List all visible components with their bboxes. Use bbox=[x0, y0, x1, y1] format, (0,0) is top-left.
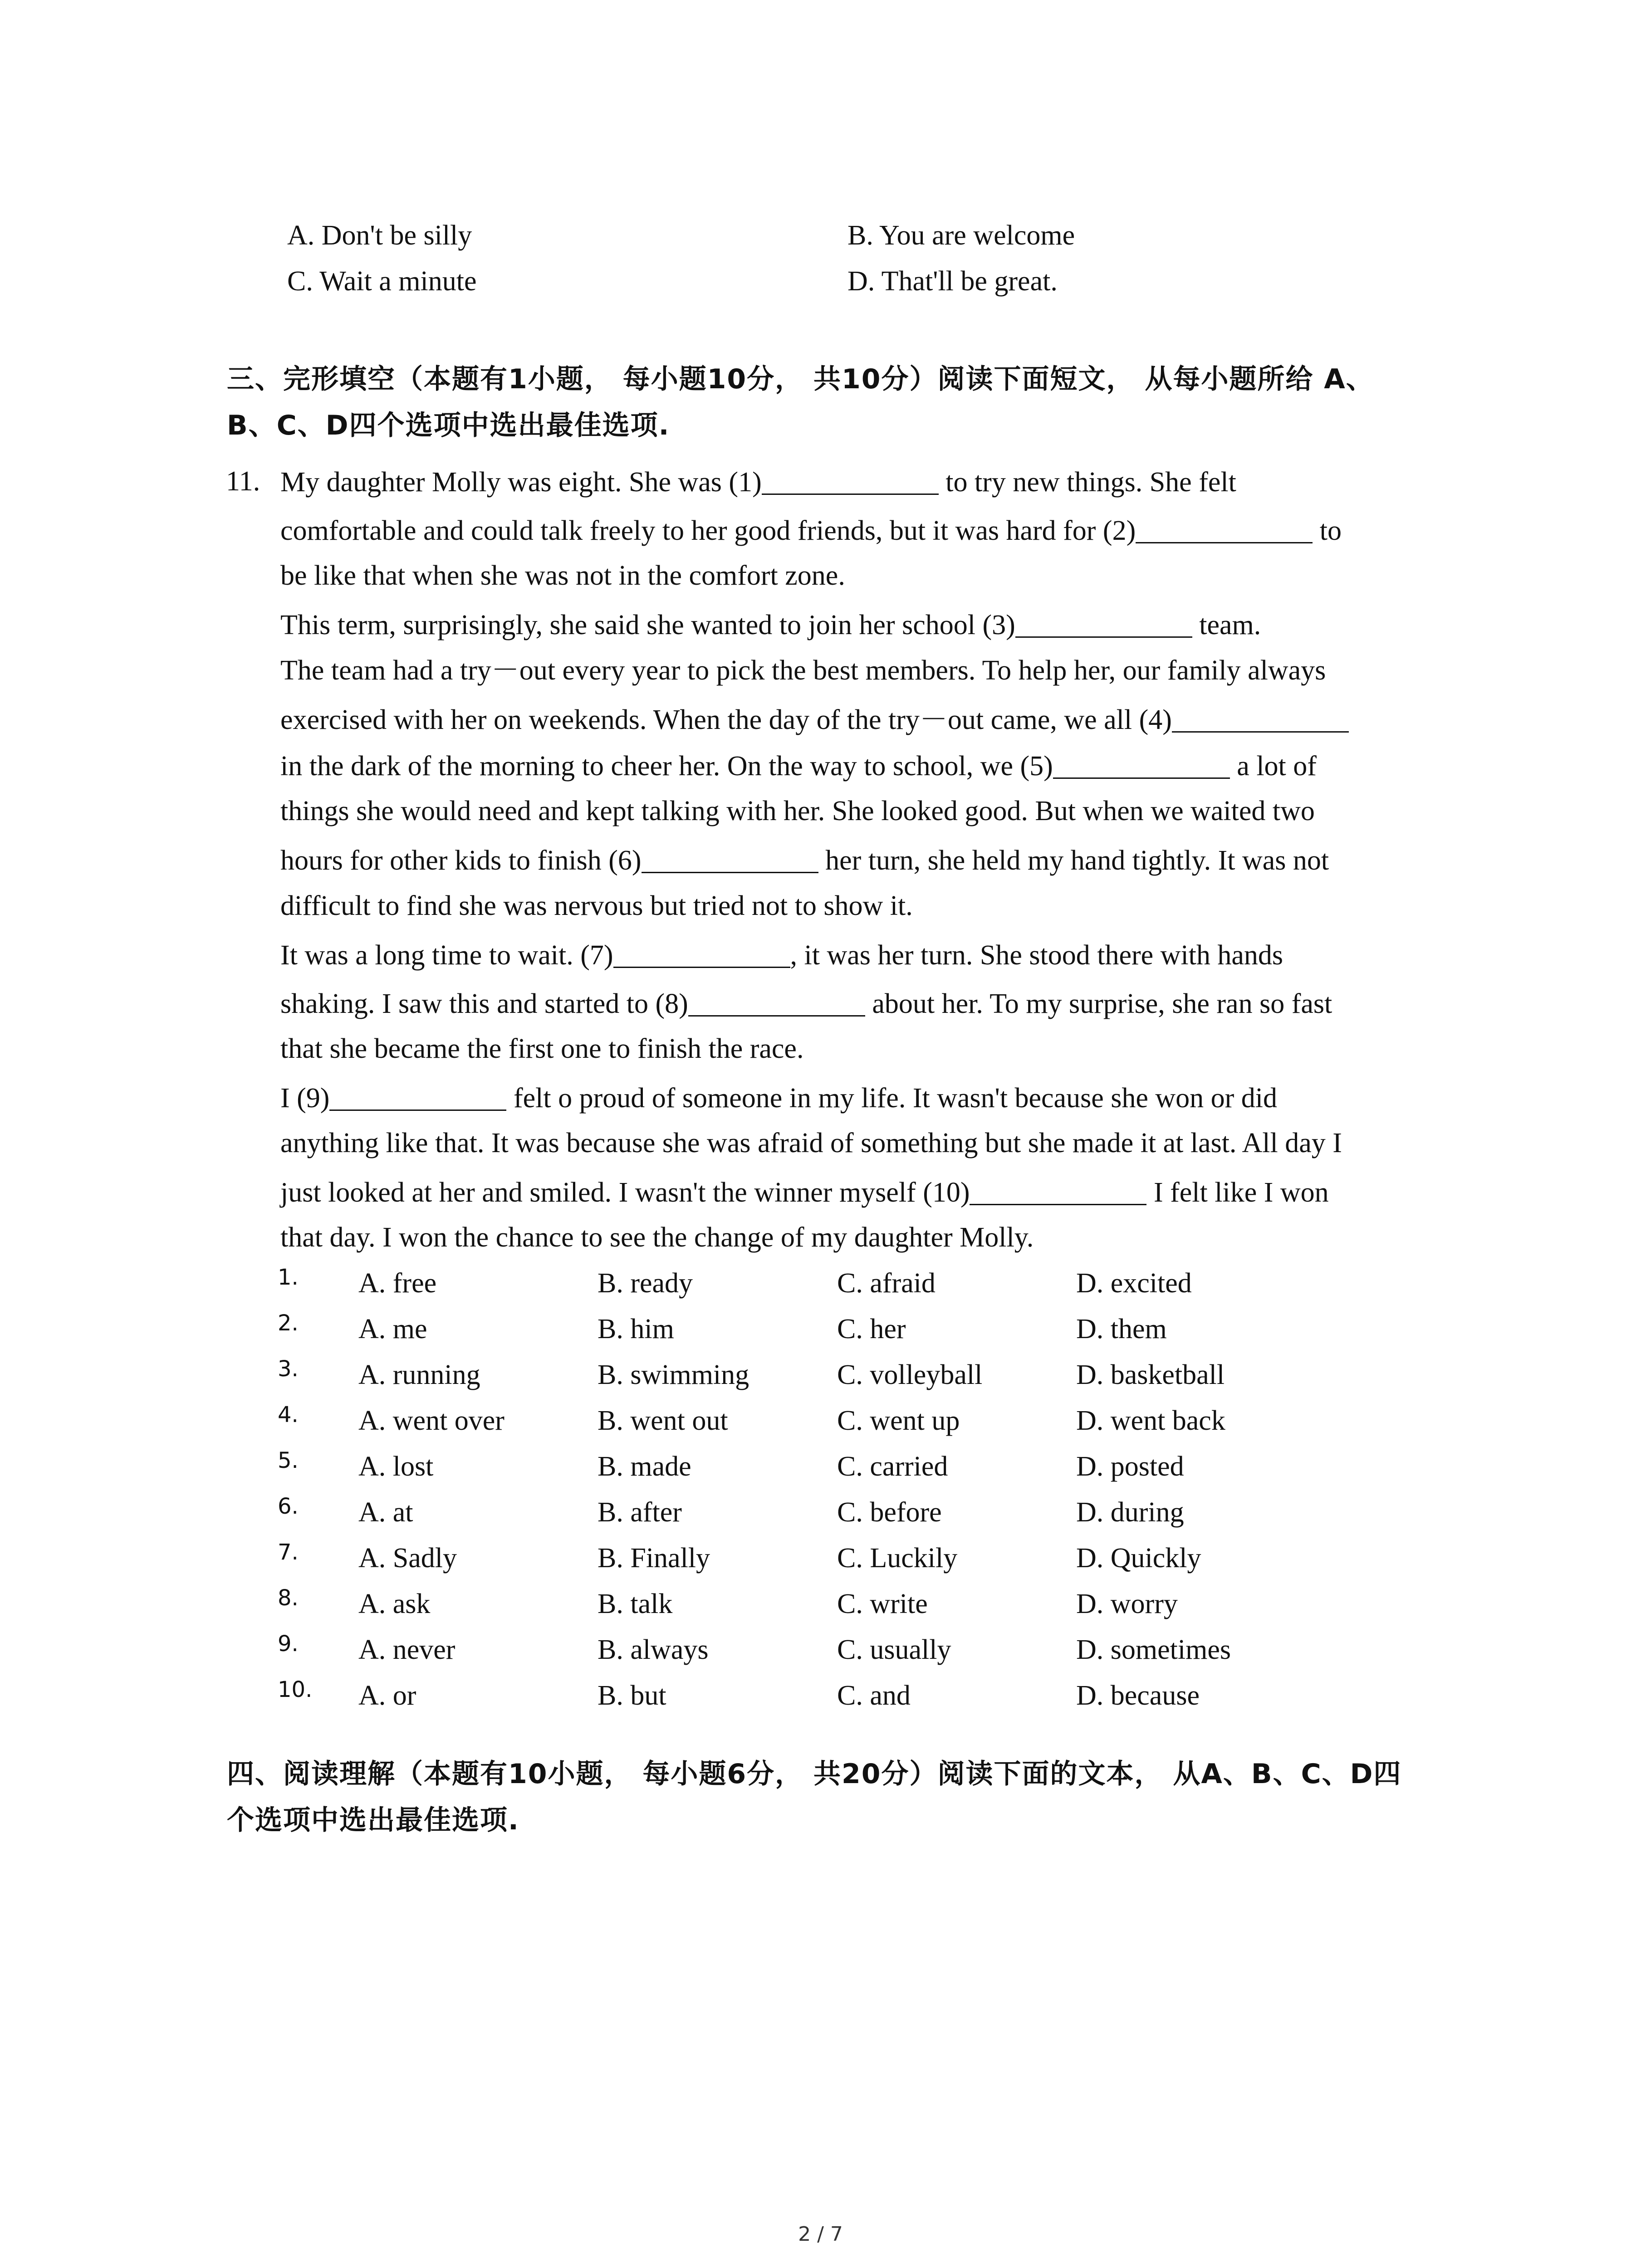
answer-blank[interactable] bbox=[970, 1178, 1146, 1205]
choice-option-a[interactable]: A. free bbox=[358, 1268, 437, 1299]
passage-line bbox=[280, 1223, 1034, 1251]
passage-text: shaking. I saw this and started to (8) bbox=[280, 988, 688, 1019]
prev-option-d: D. That'll be great. bbox=[847, 266, 1058, 297]
choice-number: 9. bbox=[278, 1631, 299, 1657]
choice-option-a[interactable]: A. lost bbox=[358, 1451, 434, 1482]
choice-number: 1. bbox=[278, 1265, 299, 1290]
choice-option-c[interactable]: C. Luckily bbox=[837, 1543, 958, 1574]
passage-text: that day. I won the chance to see the change of my daughter Molly. bbox=[280, 1222, 1034, 1253]
answer-blank[interactable] bbox=[762, 467, 939, 495]
choice-option-b[interactable]: B. talk bbox=[598, 1589, 673, 1619]
choice-option-b[interactable]: B. went out bbox=[598, 1405, 728, 1436]
passage-text: I felt like I won bbox=[1146, 1177, 1329, 1208]
passage-text: felt o proud of someone in my life. It wasn't because she won or did bbox=[506, 1083, 1278, 1114]
choice-number: 10. bbox=[278, 1677, 313, 1702]
choice-number: 2. bbox=[278, 1310, 299, 1336]
choice-option-d[interactable]: D. worry bbox=[1076, 1589, 1178, 1619]
passage-text: It was a long time to wait. (7) bbox=[280, 940, 613, 971]
passage-text: anything like that. It was because she was afraid of something but she made it at last. All day I bbox=[280, 1128, 1342, 1158]
passage-text: her turn, she held my hand tightly. It was not bbox=[818, 845, 1329, 876]
choice-option-a[interactable]: A. at bbox=[358, 1497, 413, 1528]
prev-option-a: A. Don't be silly bbox=[287, 220, 472, 251]
choice-option-c[interactable]: C. her bbox=[837, 1314, 906, 1344]
choice-option-d[interactable]: D. basketball bbox=[1076, 1359, 1225, 1390]
choice-option-a[interactable]: A. ask bbox=[358, 1589, 431, 1619]
prev-option-b: B. You are welcome bbox=[847, 220, 1075, 251]
prev-option-c: C. Wait a minute bbox=[287, 266, 477, 297]
choice-option-d[interactable]: D. posted bbox=[1076, 1451, 1184, 1482]
question-number: 11. bbox=[226, 466, 260, 497]
passage-text: a lot of bbox=[1230, 751, 1317, 782]
choice-option-d[interactable]: D. Quickly bbox=[1076, 1543, 1201, 1574]
choice-row bbox=[278, 1356, 1367, 1393]
choice-option-b[interactable]: B. made bbox=[598, 1451, 691, 1482]
section-4-heading-line-1: 四、阅读理解（本题有10小题， 每小题6分， 共20分）阅读下面的文本， 从A、B、C、D四 bbox=[227, 1758, 1402, 1790]
answer-blank[interactable] bbox=[329, 1083, 506, 1111]
passage-text: that she became the first one to finish the race. bbox=[280, 1033, 804, 1064]
section-3-heading-line-2: B、C、D四个选项中选出最佳选项. bbox=[227, 410, 670, 441]
choice-option-c[interactable]: C. carried bbox=[837, 1451, 948, 1482]
passage-text: hours for other kids to finish (6) bbox=[280, 845, 642, 876]
passage-text: be like that when she was not in the comfort zone. bbox=[280, 560, 845, 591]
choice-row bbox=[278, 1310, 1367, 1347]
choice-number: 6. bbox=[278, 1494, 299, 1519]
choice-row bbox=[278, 1540, 1367, 1576]
choice-option-d[interactable]: D. went back bbox=[1076, 1405, 1225, 1436]
choice-option-b[interactable]: B. always bbox=[598, 1634, 709, 1665]
choice-number: 7. bbox=[278, 1540, 299, 1565]
passage-line bbox=[280, 1083, 1277, 1112]
choice-option-a[interactable]: A. or bbox=[358, 1680, 416, 1711]
passage-line bbox=[280, 610, 1261, 639]
choice-option-c[interactable]: C. before bbox=[837, 1497, 942, 1528]
choice-option-d[interactable]: D. because bbox=[1076, 1680, 1200, 1711]
passage-line bbox=[280, 751, 1317, 780]
passage-text: exercised with her on weekends. When the day of the try－out came, we all (4) bbox=[280, 704, 1172, 735]
answer-blank[interactable] bbox=[1172, 705, 1349, 733]
answer-blank[interactable] bbox=[642, 846, 818, 873]
page-number: 2 / 7 bbox=[798, 2223, 843, 2246]
choice-row bbox=[278, 1265, 1367, 1301]
answer-blank[interactable] bbox=[1136, 516, 1313, 543]
choice-option-b[interactable]: B. ready bbox=[598, 1268, 693, 1299]
choice-option-d[interactable]: D. excited bbox=[1076, 1268, 1192, 1299]
choice-row bbox=[278, 1677, 1367, 1713]
passage-text: just looked at her and smiled. I wasn't the winner myself (10) bbox=[280, 1177, 970, 1208]
answer-blank[interactable] bbox=[1015, 610, 1192, 638]
passage-line bbox=[280, 989, 1332, 1018]
choice-option-d[interactable]: D. during bbox=[1076, 1497, 1184, 1528]
passage-text: My daughter Molly was eight. She was (1) bbox=[280, 467, 762, 498]
choice-row bbox=[278, 1631, 1367, 1667]
choice-option-a[interactable]: A. running bbox=[358, 1359, 480, 1390]
passage-text: This term, surprisingly, she said she wanted to join her school (3) bbox=[280, 610, 1015, 640]
passage-line bbox=[280, 846, 1329, 875]
choice-option-a[interactable]: A. Sadly bbox=[358, 1543, 457, 1574]
passage-line bbox=[280, 1035, 803, 1063]
choice-option-b[interactable]: B. after bbox=[598, 1497, 682, 1528]
passage-line bbox=[280, 1129, 1342, 1157]
passage-text: The team had a try－out every year to pick the best members. To help her, our family always bbox=[280, 655, 1326, 686]
passage-line bbox=[280, 656, 1326, 684]
answer-blank[interactable] bbox=[1053, 751, 1230, 779]
answer-blank[interactable] bbox=[688, 989, 865, 1017]
choice-option-b[interactable]: B. swimming bbox=[598, 1359, 749, 1390]
choice-number: 5. bbox=[278, 1448, 299, 1473]
choice-row bbox=[278, 1402, 1367, 1438]
passage-line bbox=[280, 705, 1349, 734]
passage-line bbox=[280, 516, 1342, 545]
choice-option-d[interactable]: D. sometimes bbox=[1076, 1634, 1231, 1665]
choice-option-c[interactable]: C. write bbox=[837, 1589, 928, 1619]
passage-text: in the dark of the morning to cheer her. On the way to school, we (5) bbox=[280, 751, 1053, 782]
answer-blank[interactable] bbox=[613, 940, 790, 968]
passage-text: comfortable and could talk freely to her good friends, but it was hard for (2) bbox=[280, 515, 1136, 546]
passage-line bbox=[280, 892, 913, 920]
choice-option-d[interactable]: D. them bbox=[1076, 1314, 1167, 1344]
choice-option-a[interactable]: A. never bbox=[358, 1634, 456, 1665]
choice-row bbox=[278, 1448, 1367, 1484]
passage-line bbox=[280, 467, 1236, 496]
passage-text: to bbox=[1313, 515, 1342, 546]
choice-option-a[interactable]: A. went over bbox=[358, 1405, 505, 1436]
passage-text: team. bbox=[1192, 610, 1261, 640]
section-3-heading-line-1: 三、完形填空（本题有1小题， 每小题10分， 共10分）阅读下面短文， 从每小题所给 A、 bbox=[227, 363, 1374, 395]
passage-line bbox=[280, 940, 1283, 969]
choice-option-c[interactable]: C. afraid bbox=[837, 1268, 936, 1299]
passage-text: about her. To my surprise, she ran so fast bbox=[865, 988, 1332, 1019]
choice-number: 3. bbox=[278, 1356, 299, 1382]
choice-option-a[interactable]: A. me bbox=[358, 1314, 427, 1344]
passage-text: to try new things. She felt bbox=[938, 467, 1236, 498]
passage-line bbox=[280, 797, 1315, 825]
passage-line bbox=[280, 562, 845, 590]
choice-option-b[interactable]: B. but bbox=[598, 1680, 666, 1711]
section-4-heading bbox=[227, 1751, 1452, 1843]
passage-text: difficult to find she was nervous but tried not to show it. bbox=[280, 890, 913, 921]
choice-option-b[interactable]: B. him bbox=[598, 1314, 674, 1344]
choice-number: 4. bbox=[278, 1402, 299, 1427]
choice-number: 8. bbox=[278, 1585, 299, 1611]
passage-text: , it was her turn. She stood there with hands bbox=[790, 940, 1283, 971]
passage-text: things she would need and kept talking with her. She looked good. But when we waited two bbox=[280, 796, 1315, 826]
choice-option-b[interactable]: B. Finally bbox=[598, 1543, 710, 1574]
choice-option-c[interactable]: C. usually bbox=[837, 1634, 951, 1665]
choice-row bbox=[278, 1585, 1367, 1622]
choice-option-c[interactable]: C. and bbox=[837, 1680, 911, 1711]
choice-row bbox=[278, 1494, 1367, 1530]
choice-option-c[interactable]: C. volleyball bbox=[837, 1359, 983, 1390]
passage-line bbox=[280, 1178, 1329, 1207]
section-4-heading-line-2: 个选项中选出最佳选项. bbox=[227, 1804, 519, 1836]
passage-text: I (9) bbox=[280, 1083, 330, 1114]
choice-option-c[interactable]: C. went up bbox=[837, 1405, 960, 1436]
section-3-heading bbox=[227, 356, 1452, 449]
